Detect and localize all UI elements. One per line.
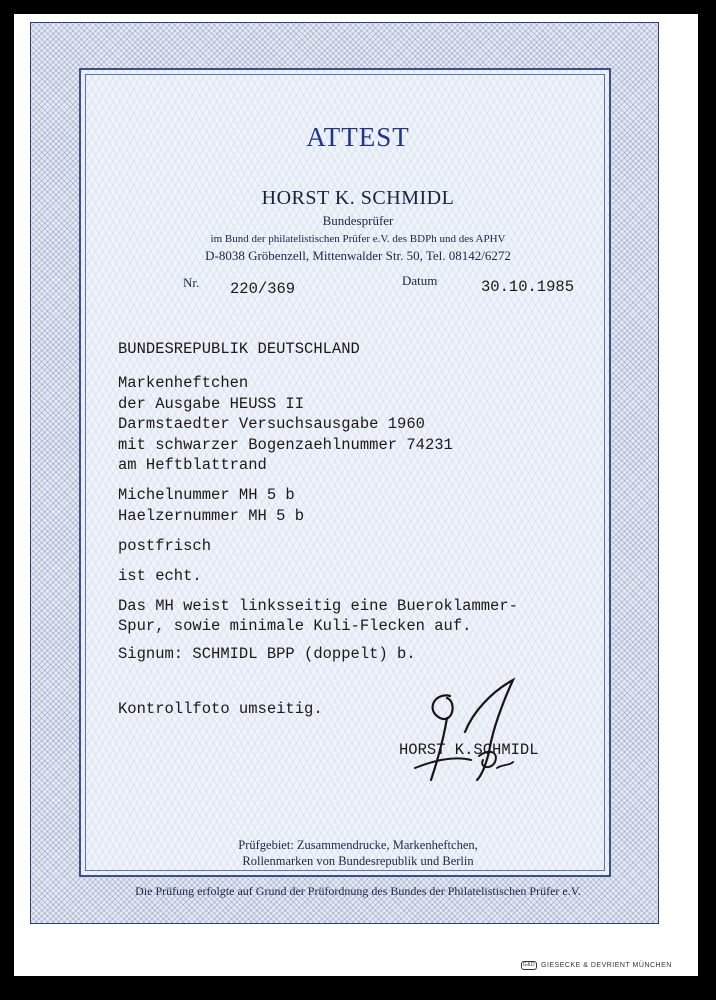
description-line: Darmstaedter Versuchsausgabe 1960: [118, 415, 425, 433]
signum-line: Signum: SCHMIDL BPP (doppelt) b.: [118, 645, 416, 663]
printer-name: GIESECKE & DEVRIENT MÜNCHEN: [541, 962, 672, 969]
number-label: Nr.: [183, 275, 200, 290]
remarks-line: Das MH weist linksseitig eine Bueroklammer-: [118, 597, 518, 615]
country-line: BUNDESREPUBLIK DEUTSCHLAND: [118, 340, 360, 358]
description-line: Markenheftchen: [118, 374, 249, 392]
examiner-role: Bundesprüfer: [322, 213, 394, 228]
control-photo-note: Kontrollfoto umseitig.: [118, 700, 323, 718]
certificate-date: 30.10.1985: [481, 278, 575, 296]
scope-line: Rollenmarken von Bundesrepublik und Berlin: [242, 854, 474, 868]
description-line: am Heftblattrand: [118, 456, 267, 474]
regulation-note: Die Prüfung erfolgte auf Grund der Prüfordnung des Bundes der Philatelistischen Prüfer e.V.: [135, 884, 581, 898]
examiner-name: HORST K. SCHMIDL: [261, 187, 455, 209]
condition-line: postfrisch: [118, 537, 212, 555]
catalog-line: Haelzernummer MH 5 b: [118, 507, 305, 525]
remarks-line: Spur, sowie minimale Kuli-Flecken auf.: [118, 617, 472, 635]
catalog-line: Michelnummer MH 5 b: [118, 486, 295, 504]
description-line: der Ausgabe HEUSS II: [118, 395, 305, 413]
examiner-association: im Bund der philatelistischen Prüfer e.V. des BDPh und des APHV: [210, 233, 506, 245]
date-label: Datum: [402, 273, 438, 288]
signature-name: HORST K.SCHMIDL: [399, 741, 539, 759]
certificate-number: 220/369: [230, 280, 296, 298]
scope-line: Prüfgebiet: Zusammendrucke, Markenheftchen,: [238, 838, 478, 852]
description-line: mit schwarzer Bogenzaehlnummer 74231: [118, 436, 453, 454]
genuine-line: ist echt.: [118, 567, 202, 585]
printer-imprint: [521, 961, 672, 970]
handwritten-signature: [395, 672, 535, 792]
examiner-address: D-8038 Gröbenzell, Mittenwalder Str. 50, Tel. 08142/6272: [205, 248, 511, 263]
printer-logo-icon: G&D: [522, 962, 536, 968]
certificate-title: ATTEST: [306, 122, 410, 152]
